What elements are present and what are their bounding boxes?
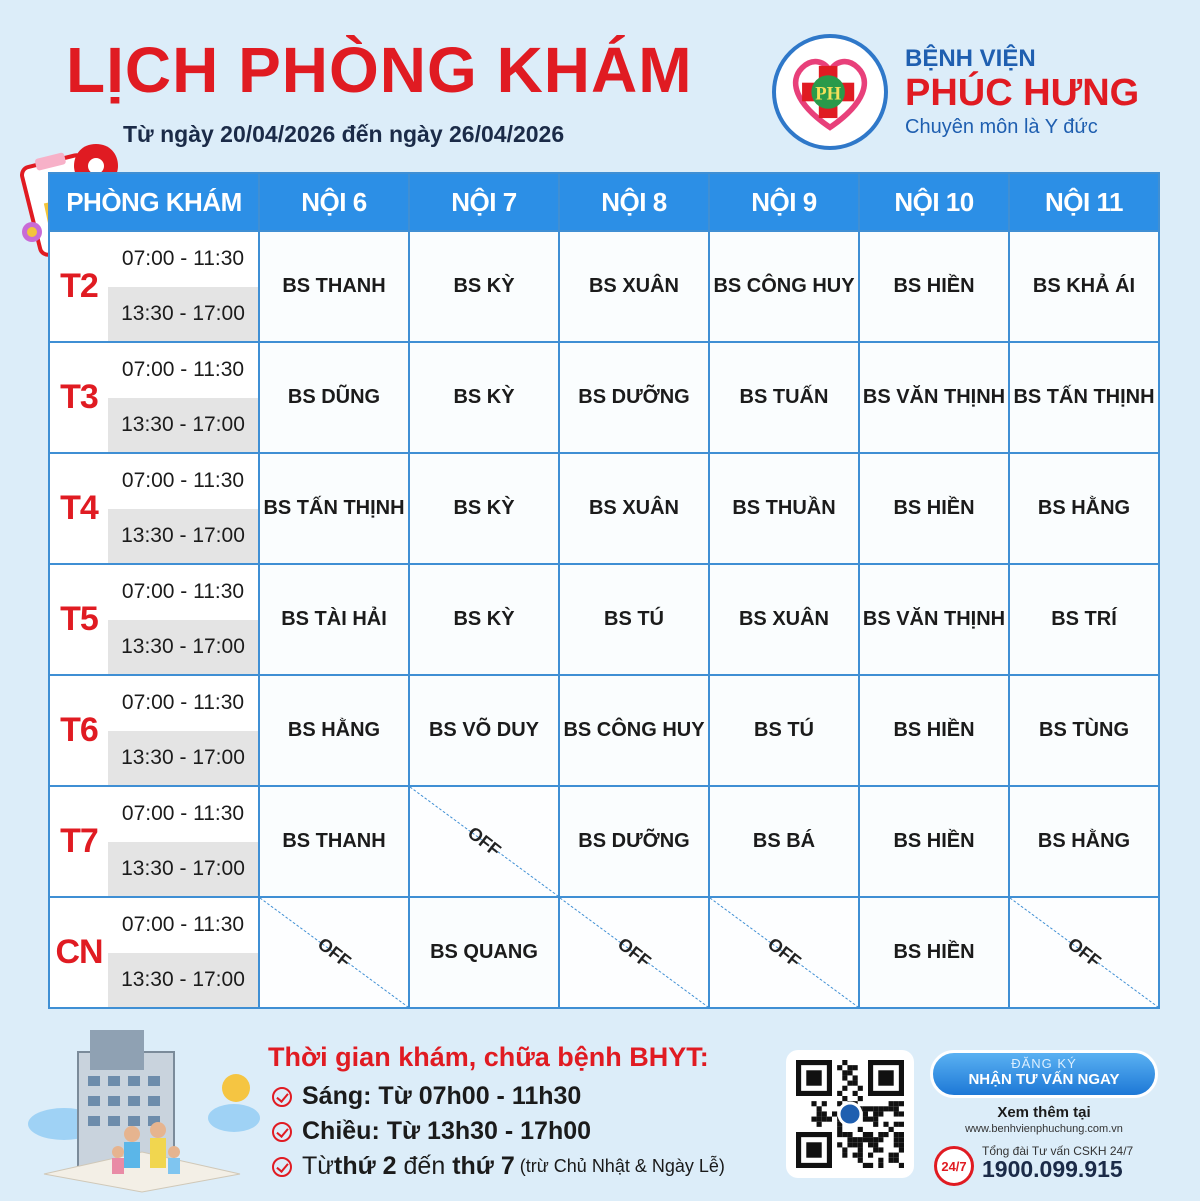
doctor-cell: BS HIỀN — [859, 453, 1009, 564]
table-row — [49, 564, 1159, 675]
day-label: T7 — [50, 787, 108, 896]
bhyt-days — [272, 1152, 725, 1181]
date-range: Từ ngày 20/04/2026 đến ngày 26/04/2026 — [123, 121, 565, 147]
doctor-cell: BS DƯỠNG — [559, 342, 709, 453]
hotline-number[interactable]: 1900.099.915 — [982, 1156, 1123, 1182]
bhyt-hours-title: Thời gian khám, chữa bệnh BHYT: — [268, 1042, 709, 1072]
register-button-line1: ĐĂNG KÝ — [1011, 1056, 1077, 1071]
header — [0, 0, 1200, 170]
time-slot-morning: 07:00 - 11:30 — [108, 454, 258, 509]
doctor-cell: BS CÔNG HUY — [559, 675, 709, 786]
hotline-24-7-icon: 24/7 — [934, 1146, 974, 1186]
svg-text:PH: PH — [815, 83, 842, 105]
see-more-label: Xem thêm tại — [997, 1104, 1091, 1121]
day-label: T3 — [50, 343, 108, 452]
time-slot-afternoon: 13:30 - 17:00 — [108, 398, 258, 453]
doctor-cell: BS DŨNG — [259, 342, 409, 453]
doctor-cell: BS THANH — [259, 231, 409, 342]
day-label: T5 — [50, 565, 108, 674]
doctor-cell: BS TẤN THỊNH — [1009, 342, 1159, 453]
bhyt-days-to: thứ 7 — [452, 1152, 515, 1180]
doctor-cell: BS XUÂN — [709, 564, 859, 675]
doctor-cell: BS HẰNG — [1009, 453, 1159, 564]
time-slot-morning: 07:00 - 11:30 — [108, 787, 258, 842]
doctor-cell: BS TẤN THỊNH — [259, 453, 409, 564]
day-time-cell — [49, 897, 259, 1008]
time-slot-afternoon: 13:30 - 17:00 — [108, 731, 258, 786]
table-row — [49, 897, 1159, 1008]
column-header-room: NỘI 11 — [1009, 173, 1159, 231]
hospital-family-illustration — [24, 1024, 260, 1196]
bhyt-days-note: (trừ Chủ Nhật & Ngày Lễ) — [514, 1156, 725, 1176]
check-circle-icon — [272, 1157, 292, 1177]
column-header-room: NỘI 10 — [859, 173, 1009, 231]
off-cell — [559, 897, 709, 1008]
time-slot-afternoon: 13:30 - 17:00 — [108, 620, 258, 675]
doctor-cell: BS TÙNG — [1009, 675, 1159, 786]
off-label: OFF — [463, 822, 505, 861]
bhyt-afternoon-text: Chiều: Từ 13h30 - 17h00 — [302, 1117, 592, 1145]
column-header-room-label: PHÒNG KHÁM — [49, 173, 259, 231]
time-slot-afternoon: 13:30 - 17:00 — [108, 287, 258, 342]
website-link[interactable]: www.benhvienphuchung.com.vn — [965, 1123, 1123, 1135]
doctor-cell: BS TUẤN — [709, 342, 859, 453]
day-time-cell — [49, 786, 259, 897]
day-time-cell — [49, 231, 259, 342]
time-slot-morning: 07:00 - 11:30 — [108, 343, 258, 398]
time-slot-afternoon: 13:30 - 17:00 — [108, 953, 258, 1008]
doctor-cell: BS XUÂN — [559, 231, 709, 342]
column-header-room: NỘI 8 — [559, 173, 709, 231]
bhyt-days-from: thứ 2 — [334, 1152, 397, 1180]
check-circle-icon — [272, 1122, 292, 1142]
doctor-cell: BS HẰNG — [1009, 786, 1159, 897]
register-consultation-button[interactable] — [930, 1050, 1158, 1098]
time-slot-afternoon: 13:30 - 17:00 — [108, 509, 258, 564]
doctor-cell: BS HIỀN — [859, 231, 1009, 342]
time-slot-afternoon: 13:30 - 17:00 — [108, 842, 258, 897]
day-time-cell — [49, 342, 259, 453]
day-time-cell — [49, 453, 259, 564]
off-cell — [709, 897, 859, 1008]
off-cell — [409, 786, 559, 897]
doctor-cell: BS TÀI HẢI — [259, 564, 409, 675]
doctor-cell: BS THANH — [259, 786, 409, 897]
bhyt-morning — [272, 1082, 581, 1111]
off-cell — [1009, 897, 1159, 1008]
doctor-cell: BS QUANG — [409, 897, 559, 1008]
day-time-cell — [49, 564, 259, 675]
column-header-room: NỘI 9 — [709, 173, 859, 231]
hospital-logo — [772, 34, 888, 150]
day-label: T4 — [50, 454, 108, 563]
doctor-cell: BS TÚ — [559, 564, 709, 675]
hospital-slogan: Chuyên môn là Y đức — [905, 116, 1098, 138]
doctor-cell: BS THUẦN — [709, 453, 859, 564]
day-label: T6 — [50, 676, 108, 785]
doctor-cell: BS KỲ — [409, 564, 559, 675]
hotline-label: Tổng đài Tư vấn CSKH 24/7 — [982, 1144, 1134, 1158]
doctor-cell: BS HIỀN — [859, 675, 1009, 786]
doctor-cell: BS TÚ — [709, 675, 859, 786]
qr-code[interactable] — [786, 1050, 914, 1178]
doctor-cell: BS CÔNG HUY — [709, 231, 859, 342]
doctor-cell: BS HIỀN — [859, 897, 1009, 1008]
doctor-cell: BS KHẢ ÁI — [1009, 231, 1159, 342]
schedule-table-wrapper — [48, 172, 1160, 1020]
off-label: OFF — [763, 933, 805, 972]
page-title: LỊCH PHÒNG KHÁM — [66, 34, 693, 106]
off-label: OFF — [613, 933, 655, 972]
register-button-line2: NHẬN TƯ VẤN NGAY — [968, 1071, 1120, 1088]
hospital-name-line2: PHÚC HƯNG — [905, 72, 1140, 114]
table-header-row — [49, 173, 1159, 231]
time-slot-morning: 07:00 - 11:30 — [108, 898, 258, 953]
doctor-cell: BS BÁ — [709, 786, 859, 897]
table-row — [49, 786, 1159, 897]
table-row — [49, 453, 1159, 564]
hospital-name-line1: BỆNH VIỆN — [905, 45, 1036, 72]
column-header-room: NỘI 7 — [409, 173, 559, 231]
day-time-cell — [49, 675, 259, 786]
doctor-cell: BS KỲ — [409, 231, 559, 342]
bhyt-morning-text: Sáng: Từ 07h00 - 11h30 — [302, 1082, 582, 1110]
time-slot-morning: 07:00 - 11:30 — [108, 232, 258, 287]
doctor-cell: BS KỲ — [409, 453, 559, 564]
time-slot-morning: 07:00 - 11:30 — [108, 565, 258, 620]
column-header-room: NỘI 6 — [259, 173, 409, 231]
schedule-table — [48, 172, 1160, 1009]
day-label: T2 — [50, 232, 108, 341]
doctor-cell: BS VĂN THỊNH — [859, 564, 1009, 675]
schedule-body — [49, 231, 1159, 1008]
doctor-cell: BS DƯỠNG — [559, 786, 709, 897]
doctor-cell: BS VĂN THỊNH — [859, 342, 1009, 453]
doctor-cell: BS XUÂN — [559, 453, 709, 564]
off-label: OFF — [313, 933, 355, 972]
off-label: OFF — [1063, 933, 1105, 972]
off-cell — [259, 897, 409, 1008]
time-slot-morning: 07:00 - 11:30 — [108, 676, 258, 731]
bhyt-days-mid: đến — [396, 1152, 453, 1180]
doctor-cell: BS HẰNG — [259, 675, 409, 786]
day-label: CN — [50, 898, 108, 1007]
bhyt-afternoon — [272, 1117, 591, 1146]
doctor-cell: BS VÕ DUY — [409, 675, 559, 786]
doctor-cell: BS HIỀN — [859, 786, 1009, 897]
table-row — [49, 231, 1159, 342]
table-row — [49, 675, 1159, 786]
table-row — [49, 342, 1159, 453]
doctor-cell: BS TRÍ — [1009, 564, 1159, 675]
doctor-cell: BS KỲ — [409, 342, 559, 453]
bhyt-days-prefix: Từ — [302, 1152, 335, 1180]
check-circle-icon — [272, 1087, 292, 1107]
